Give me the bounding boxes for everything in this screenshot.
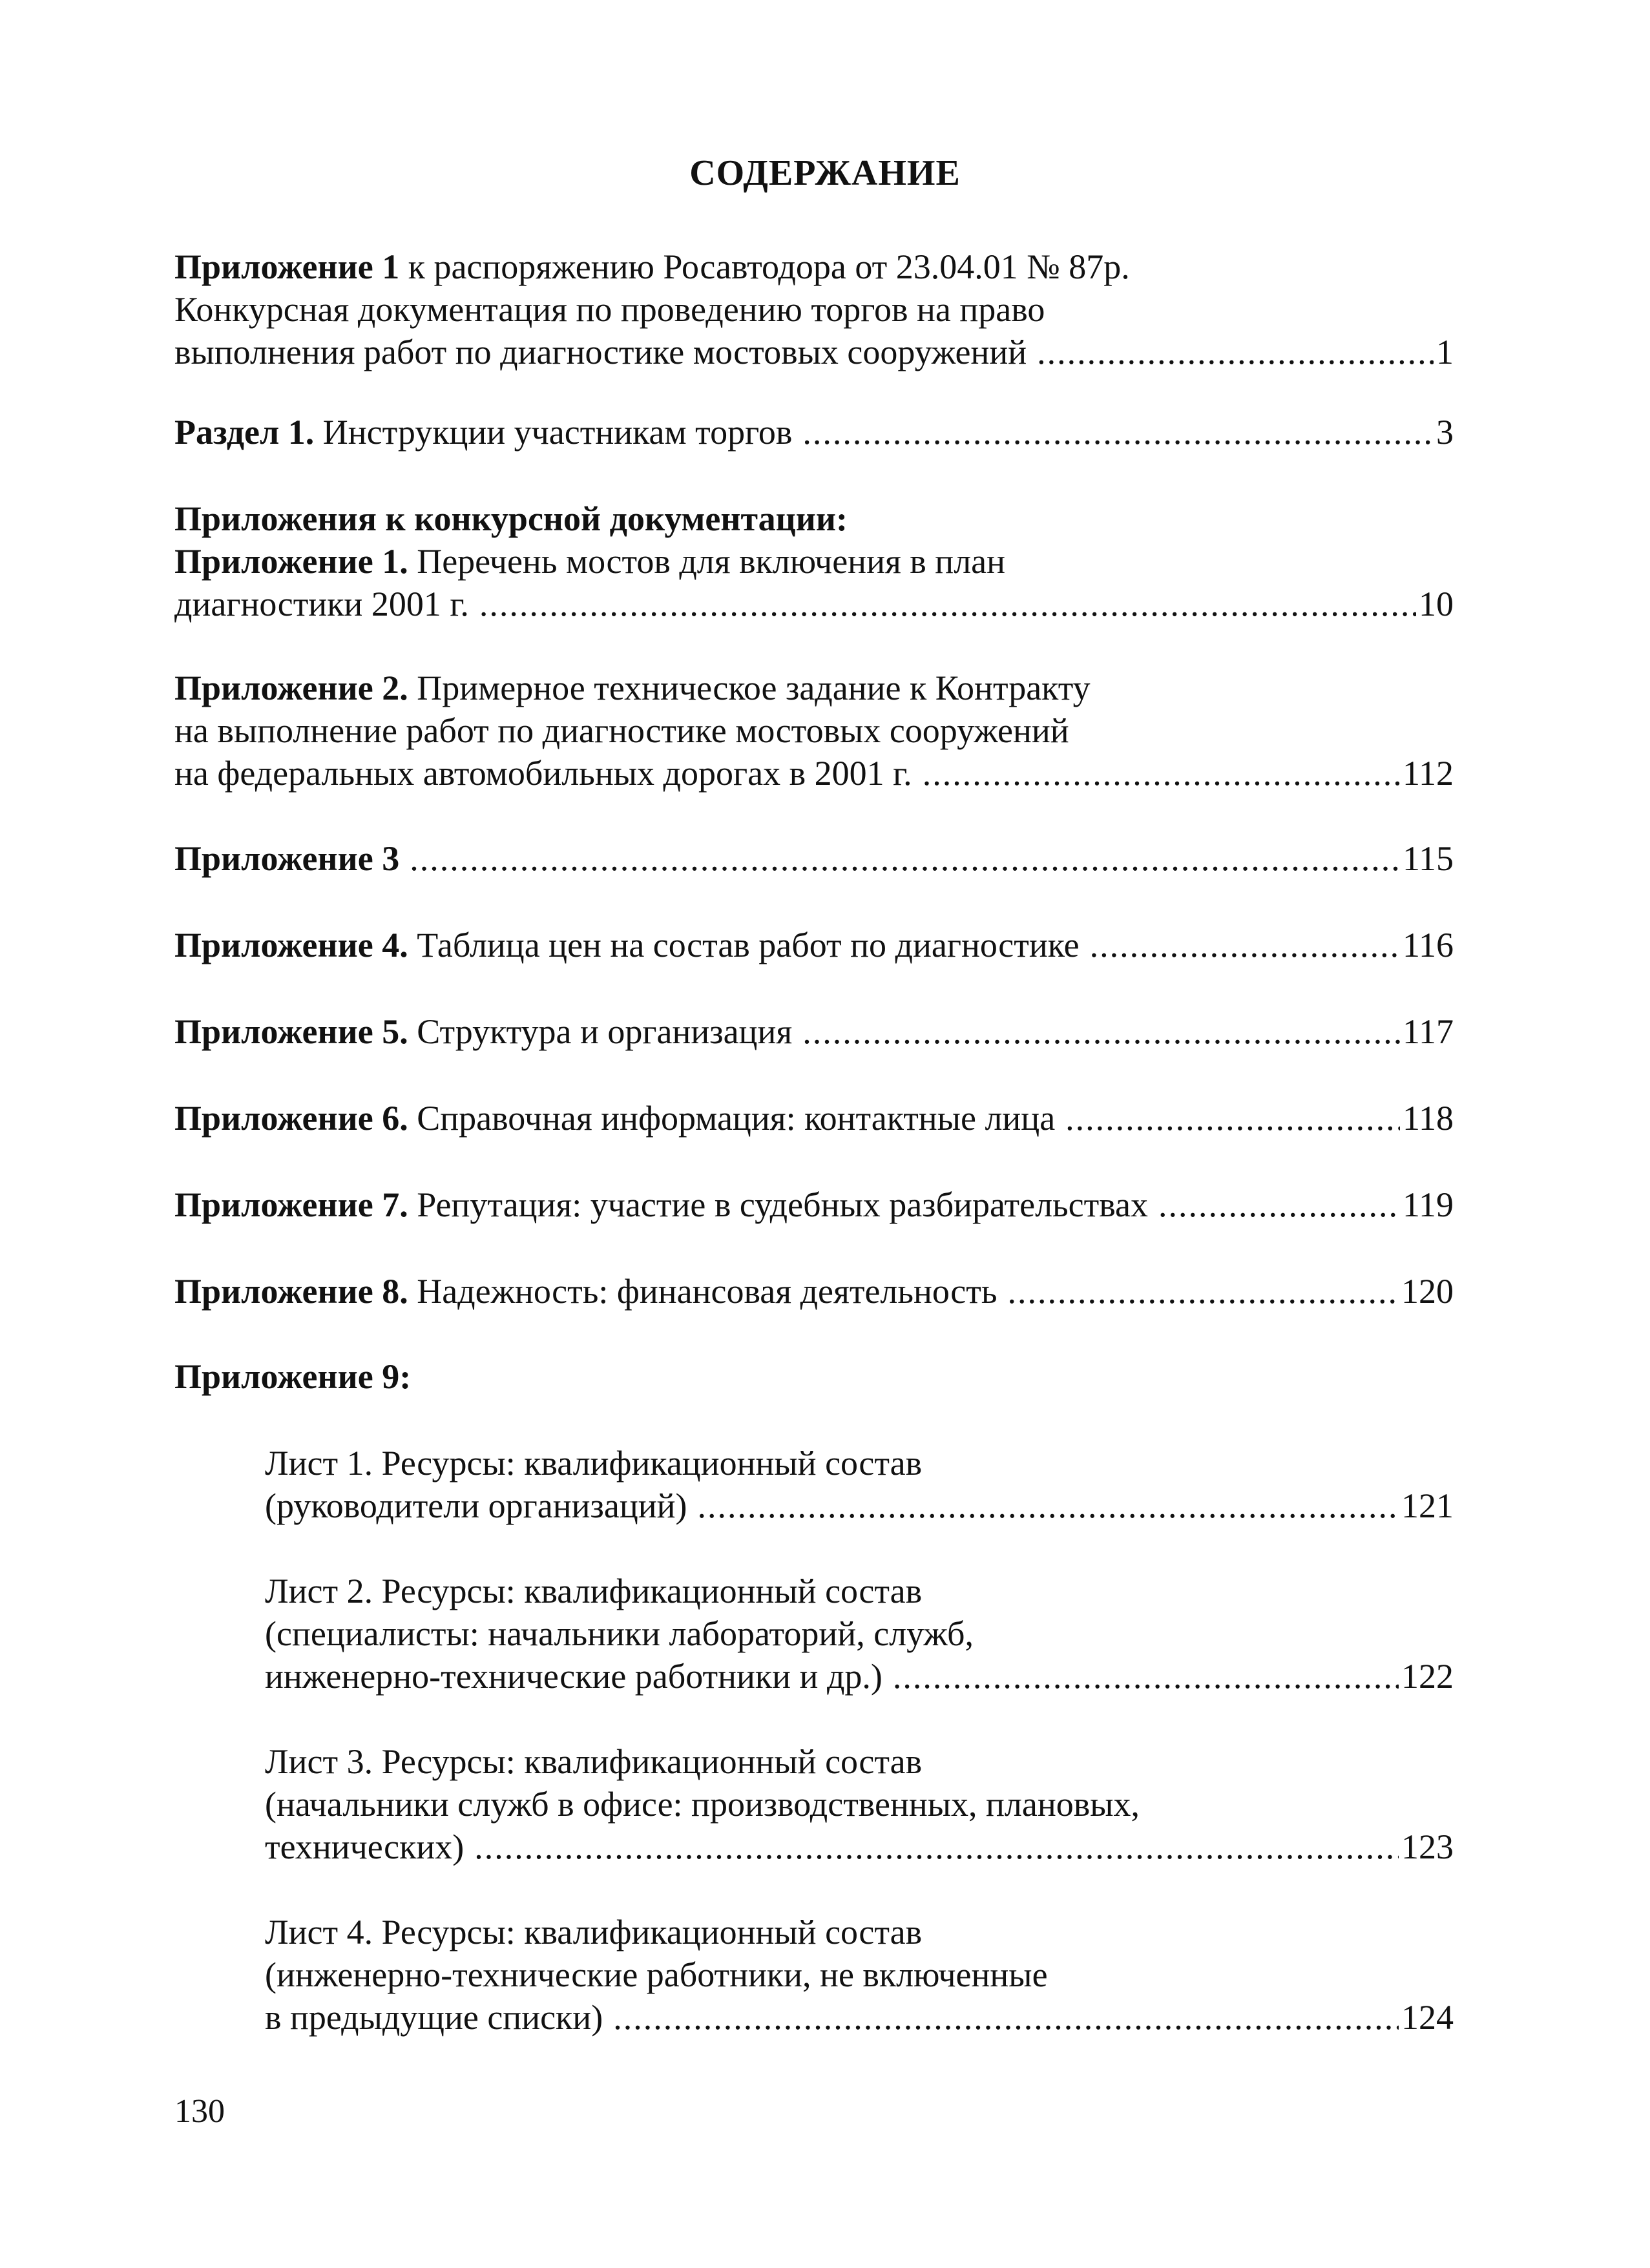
toc-entry-text: Таблица цен на состав работ по диагностике: [408, 926, 1080, 964]
toc-entry: [174, 1097, 1454, 1139]
toc-entry-text: инженерно-технические работники и др.): [265, 1657, 882, 1696]
toc-entry-text: Конкурсная документация по проведению торгов на право: [174, 290, 1045, 329]
toc-page-number: 1: [1436, 333, 1454, 371]
toc-entry: [174, 1183, 1454, 1226]
toc-page-number: 115: [1403, 839, 1454, 878]
dot-leader: [802, 1010, 1400, 1053]
toc-entry: [174, 924, 1454, 966]
toc-entry-text: (руководители организаций): [265, 1486, 687, 1525]
dot-leader: [1007, 1270, 1399, 1313]
toc-entry-label: Приложение 1: [174, 247, 400, 286]
toc-entry: [174, 411, 1454, 453]
toc-section-heading: Приложения к конкурсной документации:: [174, 499, 848, 538]
dot-leader: [410, 837, 1400, 880]
toc-entry-text: технических): [265, 1827, 465, 1866]
dot-leader: [474, 1826, 1399, 1868]
toc-entry-label: Приложение 7.: [174, 1185, 408, 1224]
toc-entry: [174, 1270, 1454, 1313]
toc-entry: [174, 837, 1454, 880]
toc-page-number: 118: [1403, 1099, 1454, 1138]
toc-page-number: 121: [1401, 1486, 1454, 1525]
toc-entry-text: Лист 3. Ресурсы: квалификационный состав: [265, 1742, 923, 1781]
toc-entry-text: на федеральных автомобильных дорогах в 2001 г.: [174, 754, 912, 793]
toc-entry-text: выполнения работ по диагностике мостовых сооружений: [174, 333, 1027, 371]
toc-page-number: 120: [1401, 1272, 1454, 1311]
toc-page-number: 123: [1401, 1827, 1454, 1866]
toc-entry-label: Приложение 8.: [174, 1272, 408, 1311]
dot-leader: [802, 411, 1434, 453]
toc-page-number: 112: [1403, 754, 1454, 793]
toc-page-number: 119: [1403, 1185, 1454, 1224]
toc-entry-label: Приложение 4.: [174, 926, 408, 964]
dot-leader: [698, 1484, 1399, 1527]
toc-entry-text: к распоряжению Росавтодора от 23.04.01 № 87р.: [399, 247, 1130, 286]
toc-entry: [174, 1010, 1454, 1053]
toc-entry-text: (начальники служб в офисе: производственных, плановых,: [265, 1785, 1140, 1824]
toc-entry-label: Приложение 9:: [174, 1357, 412, 1396]
dot-leader: [613, 1996, 1399, 2039]
toc-page-number: 116: [1403, 926, 1454, 964]
toc-entry-label: Приложение 2.: [174, 669, 408, 707]
toc-entry: [174, 1355, 1454, 1398]
toc-entry-text: (специалисты: начальники лабораторий, служб,: [265, 1614, 974, 1653]
toc-page-number: 124: [1401, 1998, 1454, 2037]
toc-entry-text: Лист 2. Ресурсы: квалификационный состав: [265, 1572, 923, 1610]
toc-entry-text: Структура и организация: [408, 1012, 793, 1051]
toc-entry-text: на выполнение работ по диагностике мостовых сооружений: [174, 711, 1069, 750]
dot-leader: [893, 1655, 1399, 1698]
toc-entry-label: Приложение 1.: [174, 542, 408, 581]
toc-page-number: 117: [1403, 1012, 1454, 1051]
toc-entry-text: Надежность: финансовая деятельность: [408, 1272, 997, 1311]
toc-entry-text: диагностики 2001 г.: [174, 585, 469, 623]
toc-page-number: 10: [1419, 585, 1454, 623]
dot-leader: [1065, 1097, 1400, 1139]
page-number: 130: [174, 2093, 225, 2130]
dot-leader: [1158, 1183, 1400, 1226]
toc-subentry: [265, 1911, 1454, 2039]
toc-page-number: 3: [1436, 413, 1454, 452]
toc-page-number: 122: [1401, 1657, 1454, 1696]
toc-entry-label: Приложение 3: [174, 839, 400, 878]
toc-entry-text: (инженерно-технические работники, не включенные: [265, 1955, 1048, 1994]
page-title: СОДЕРЖАНИЕ: [689, 153, 961, 193]
toc-entry-text: Перечень мостов для включения в план: [408, 542, 1006, 581]
dot-leader: [479, 583, 1416, 625]
dot-leader: [923, 752, 1400, 795]
dot-leader: [1090, 924, 1400, 966]
toc-entry: [174, 667, 1454, 795]
dot-leader: [1037, 331, 1434, 373]
toc-entry-label: Раздел 1.: [174, 413, 315, 452]
toc-entry-label: Приложение 6.: [174, 1099, 408, 1138]
toc-entry-text: Лист 1. Ресурсы: квалификационный состав: [265, 1444, 923, 1483]
toc-entry: [174, 245, 1454, 373]
toc-subentry: [265, 1442, 1454, 1527]
toc-entry: [174, 497, 1454, 625]
toc-entry-text: Примерное техническое задание к Контракту: [408, 669, 1091, 707]
toc-entry-text: в предыдущие списки): [265, 1998, 603, 2037]
toc-entry-text: Лист 4. Ресурсы: квалификационный состав: [265, 1913, 923, 1951]
toc-entry-text: Справочная информация: контактные лица: [408, 1099, 1056, 1138]
toc-subentry: [265, 1740, 1454, 1868]
toc-subentry: [265, 1570, 1454, 1698]
toc-entry-text: Инструкции участникам торгов: [314, 413, 793, 452]
toc-entry-text: Репутация: участие в судебных разбирательствах: [408, 1185, 1148, 1224]
toc-entry-label: Приложение 5.: [174, 1012, 408, 1051]
